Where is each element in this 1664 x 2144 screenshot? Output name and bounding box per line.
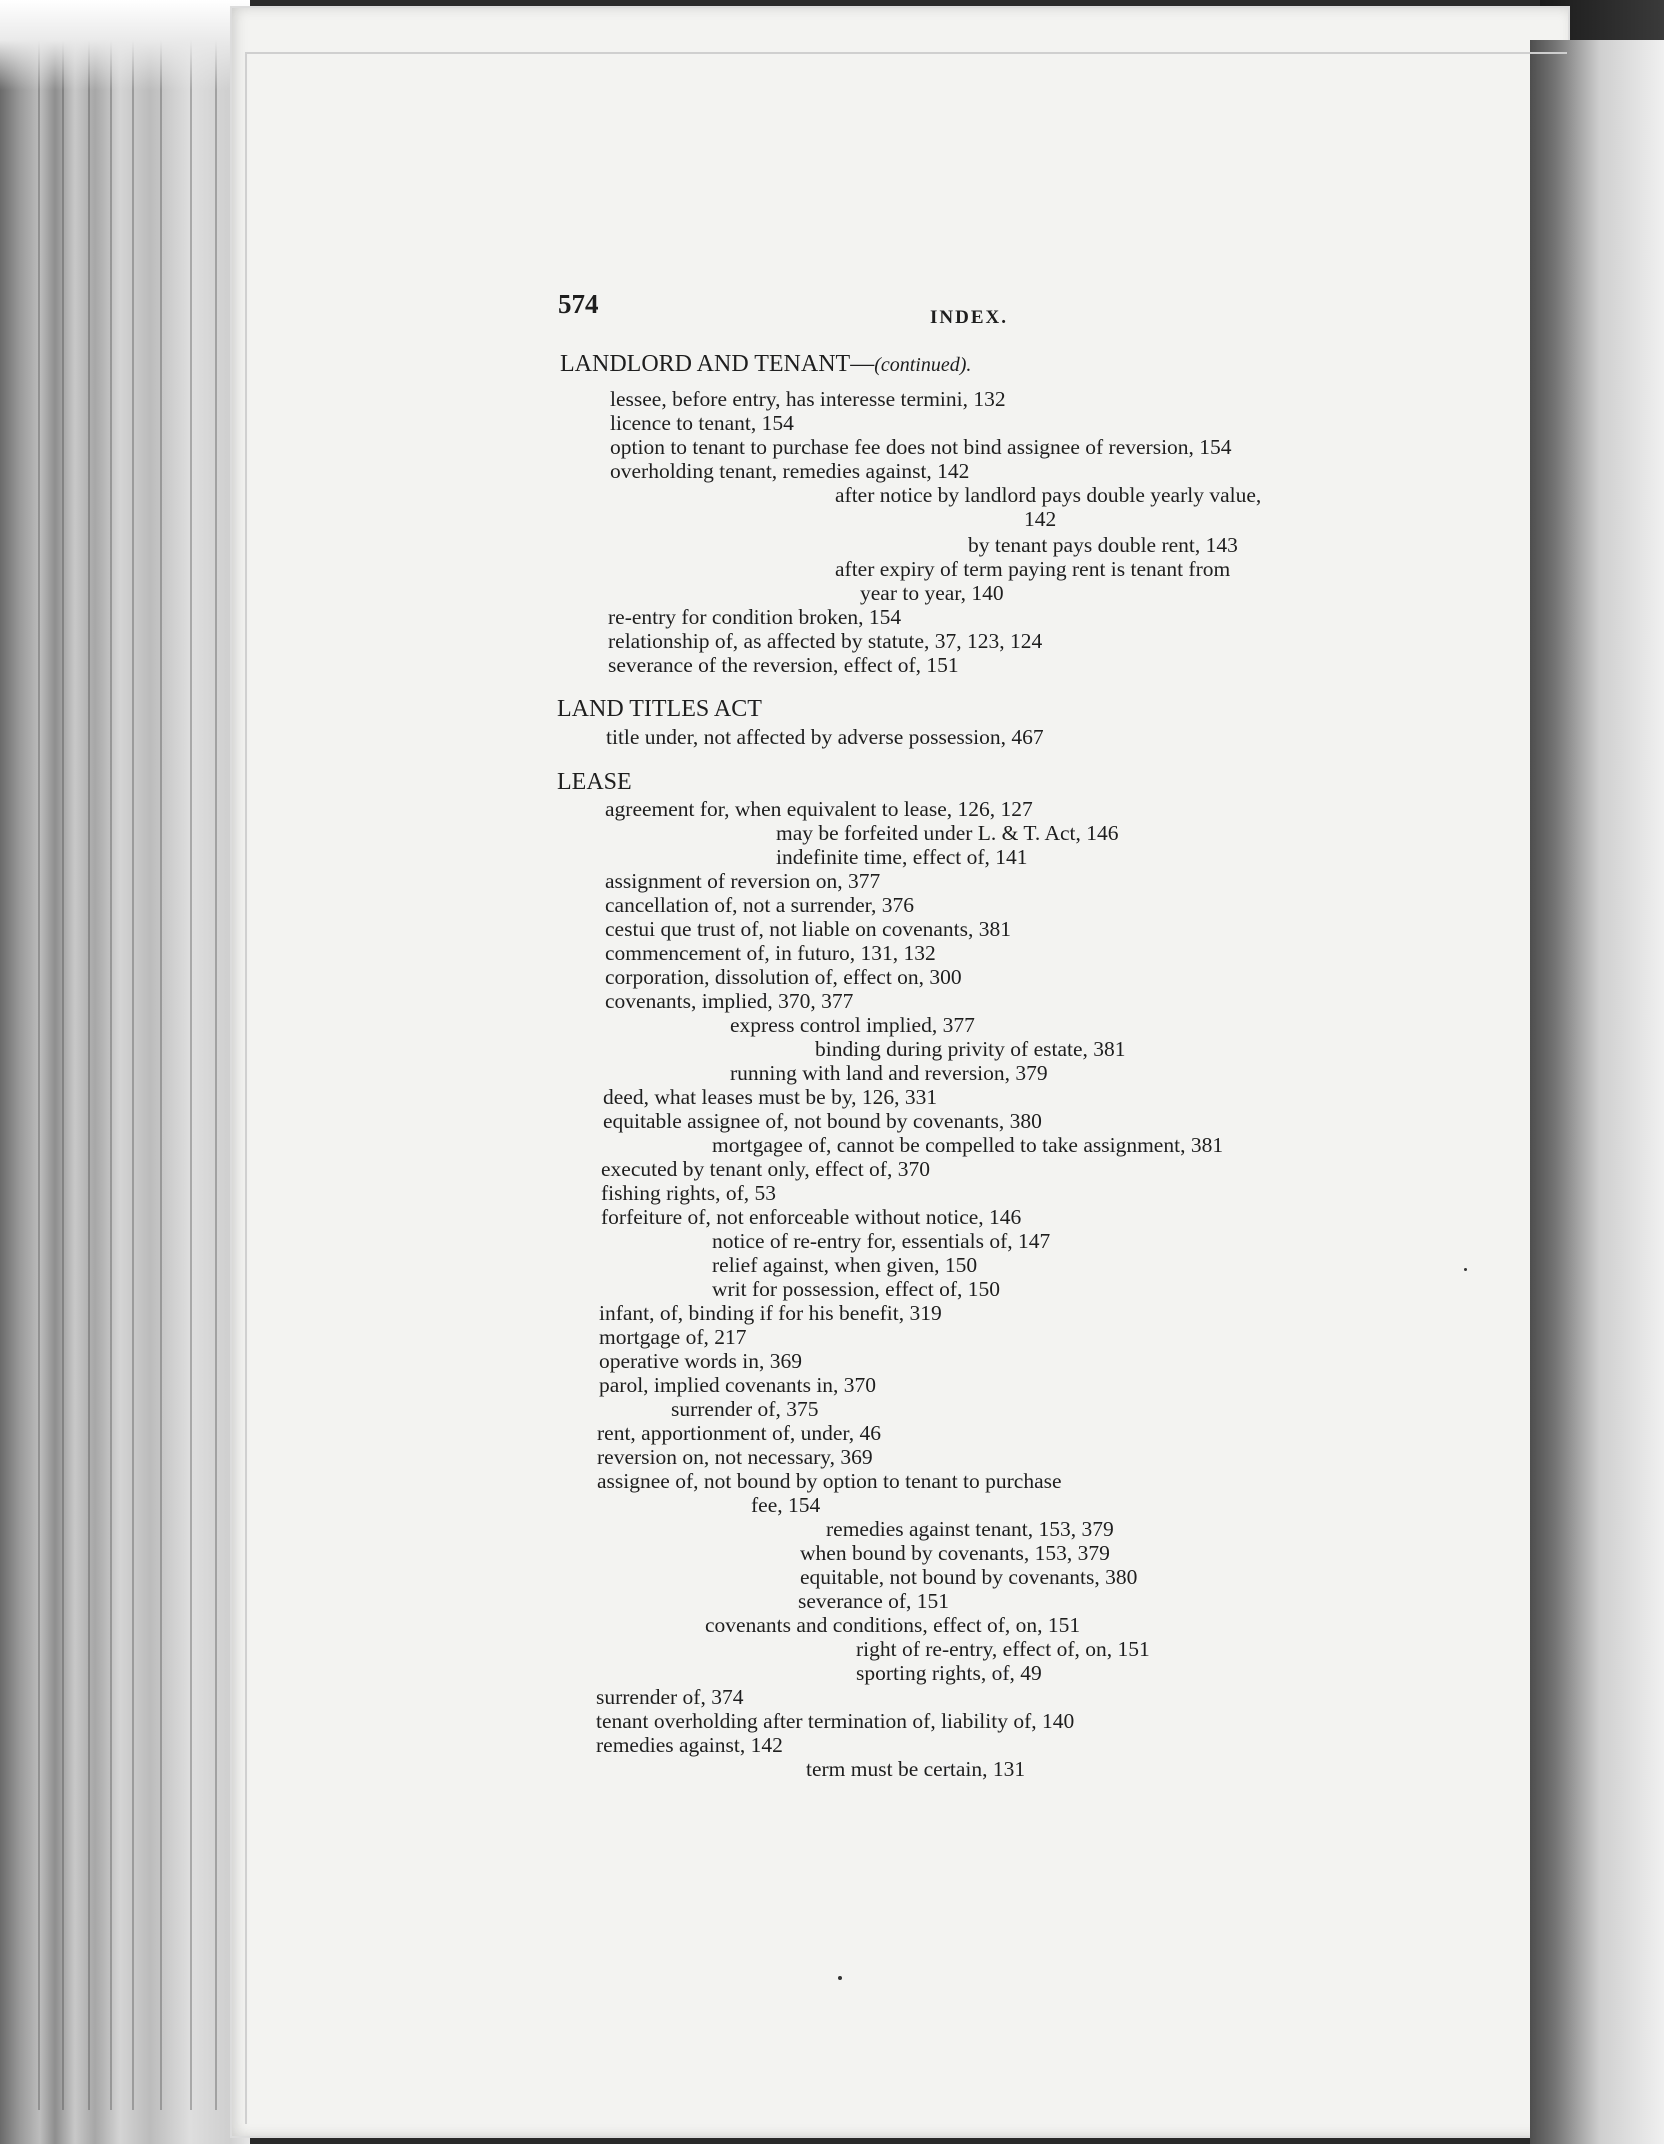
index-entry: covenants and conditions, effect of, on, 151: [705, 1613, 1081, 1637]
index-entry: by tenant pays double rent, 143: [968, 533, 1238, 557]
index-entry: lessee, before entry, has interesse termini, 132: [610, 387, 1006, 411]
index-entry: title under, not affected by adverse possession, 467: [606, 725, 1044, 749]
index-entry: right of re-entry, effect of, on, 151: [856, 1637, 1150, 1661]
index-entry: fee, 154: [751, 1493, 821, 1517]
index-entry: assignment of reversion on, 377: [605, 869, 881, 893]
heading-landlord-and-tenant: LANDLORD AND TENANT—(continued).: [560, 351, 972, 377]
index-entry: parol, implied covenants in, 370: [599, 1373, 877, 1397]
index-entry: re-entry for condition broken, 154: [608, 605, 902, 629]
index-entry: equitable assignee of, not bound by covenants, 380: [603, 1109, 1042, 1133]
index-entry: overholding tenant, remedies against, 142: [610, 459, 970, 483]
index-entry: mortgagee of, cannot be compelled to take assignment, 381: [712, 1133, 1224, 1157]
index-entry: sporting rights, of, 49: [856, 1661, 1042, 1685]
index-entry: agreement for, when equivalent to lease, 126, 127: [605, 797, 1033, 821]
index-entry: cancellation of, not a surrender, 376: [605, 893, 914, 917]
index-entry: when bound by covenants, 153, 379: [800, 1541, 1110, 1565]
index-entry: remedies against tenant, 153, 379: [826, 1517, 1114, 1541]
index-entry: surrender of, 375: [671, 1397, 819, 1421]
index-entry: operative words in, 369: [599, 1349, 803, 1373]
index-entry: severance of the reversion, effect of, 151: [608, 653, 959, 677]
printer-mark: [838, 1976, 842, 1980]
index-entry: surrender of, 374: [596, 1685, 744, 1709]
index-entry: covenants, implied, 370, 377: [605, 989, 854, 1013]
index-entry: cestui que trust of, not liable on covenants, 381: [605, 917, 1012, 941]
index-entry: express control implied, 377: [730, 1013, 975, 1037]
index-entry: option to tenant to purchase fee does not bind assignee of reversion, 154: [610, 435, 1232, 459]
index-entry: corporation, dissolution of, effect on, 300: [605, 965, 962, 989]
index-entry: forfeiture of, not enforceable without notice, 146: [601, 1205, 1022, 1229]
continued-label: (continued).: [874, 354, 972, 376]
running-head: INDEX.: [930, 307, 1008, 328]
index-entry: remedies against, 142: [596, 1733, 783, 1757]
index-entry: may be forfeited under L. & T. Act, 146: [776, 821, 1119, 845]
index-entry: relief against, when given, 150: [712, 1253, 978, 1277]
index-entry: binding during privity of estate, 381: [815, 1037, 1126, 1061]
index-entry: executed by tenant only, effect of, 370: [601, 1157, 930, 1181]
page-number: 574: [558, 289, 599, 319]
index-entry: deed, what leases must be by, 126, 331: [603, 1085, 938, 1109]
index-entry: rent, apportionment of, under, 46: [597, 1421, 881, 1445]
index-entry: indefinite time, effect of, 141: [776, 845, 1028, 869]
index-entry: reversion on, not necessary, 369: [597, 1445, 873, 1469]
speck: [1464, 1268, 1467, 1271]
heading-land-titles-act: LAND TITLES ACT: [557, 696, 762, 722]
index-entry: running with land and reversion, 379: [730, 1061, 1048, 1085]
heading-lease: LEASE: [557, 769, 632, 795]
index-entry: 142: [1024, 507, 1057, 531]
index-entry: mortgage of, 217: [599, 1325, 747, 1349]
index-entry: after notice by landlord pays double yearly value,: [835, 483, 1262, 507]
index-entry: licence to tenant, 154: [610, 411, 794, 435]
index-entry: fishing rights, of, 53: [601, 1181, 776, 1205]
index-entry: writ for possession, effect of, 150: [712, 1277, 1001, 1301]
index-entry: notice of re-entry for, essentials of, 147: [712, 1229, 1051, 1253]
index-entry: commencement of, in futuro, 131, 132: [605, 941, 936, 965]
index-entry: equitable, not bound by covenants, 380: [800, 1565, 1138, 1589]
index-entry: tenant overholding after termination of, liability of, 140: [596, 1709, 1075, 1733]
index-entry: infant, of, binding if for his benefit, 319: [599, 1301, 942, 1325]
index-entry: assignee of, not bound by option to tenant to purchase: [597, 1469, 1062, 1493]
index-entry: after expiry of term paying rent is tenant from: [835, 557, 1231, 581]
index-entry: relationship of, as affected by statute, 37, 123, 124: [608, 629, 1043, 653]
index-entry: severance of, 151: [798, 1589, 950, 1613]
index-entry: term must be certain, 131: [806, 1757, 1026, 1781]
index-entry: year to year, 140: [860, 581, 1004, 605]
